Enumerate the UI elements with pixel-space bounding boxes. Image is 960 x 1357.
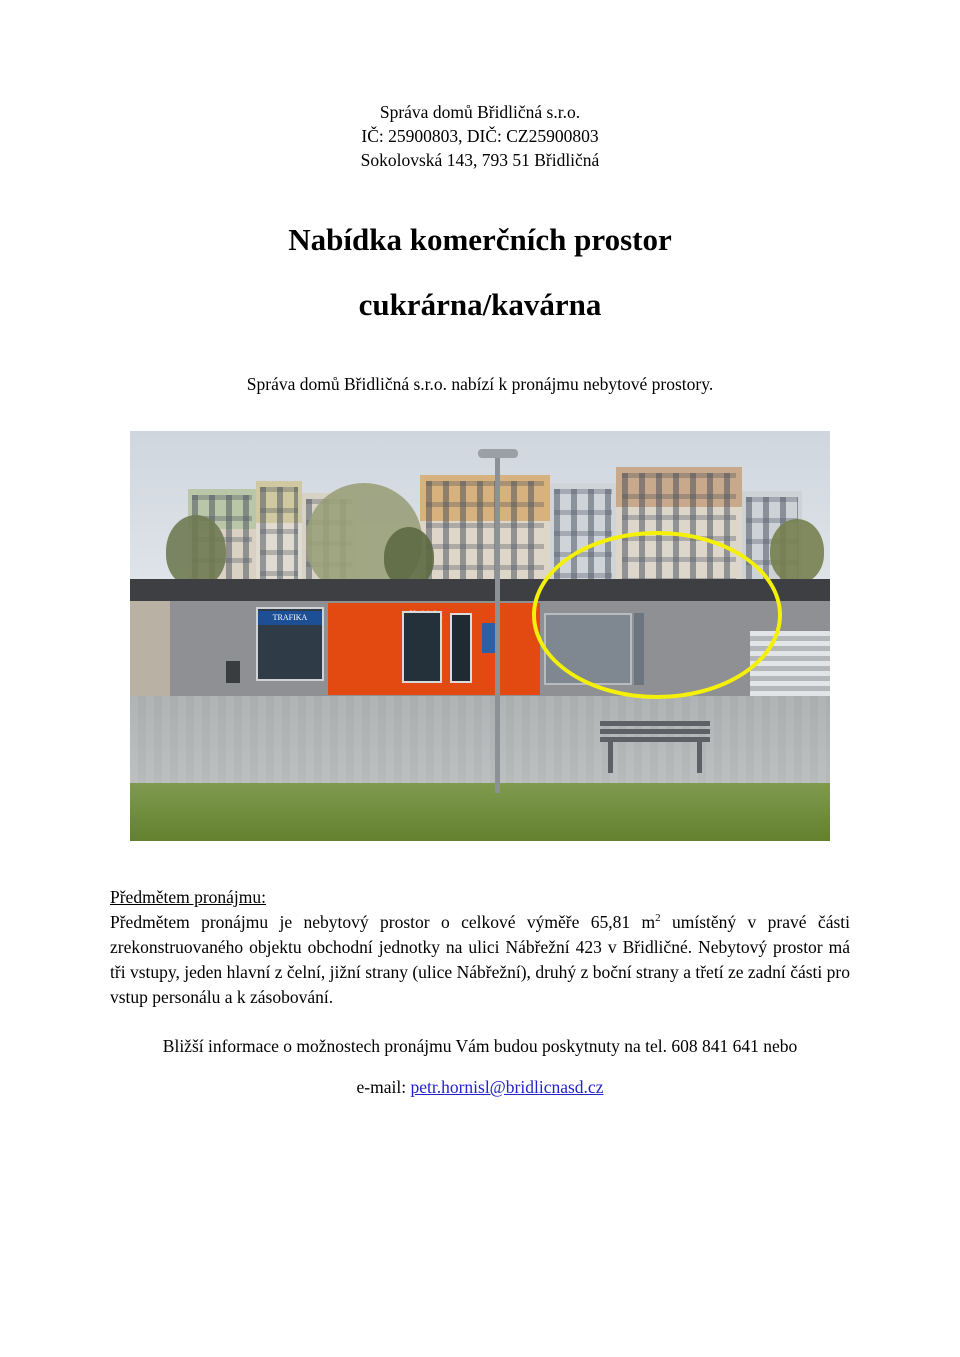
shop-sign-trafika: TRAFIKA [258, 611, 322, 625]
shop-door [450, 613, 472, 683]
pavement-shading [130, 696, 830, 796]
company-address: Sokolovská 143, 793 51 Břidličná [360, 150, 600, 171]
square-meters-superscript: 2 [655, 912, 661, 925]
grass-strip [130, 783, 830, 841]
intro-text: Správa domů Břidličná s.r.o. nabízí k pronájmu nebytové prostory. [246, 374, 714, 395]
street-lamp-head [478, 449, 518, 458]
tree [166, 515, 226, 587]
window-grid [260, 487, 298, 581]
page-title: Nabídka komerčních prostor [288, 222, 672, 258]
subject-heading: Předmětem pronájmu: [110, 887, 267, 908]
subject-paragraph [110, 910, 850, 1009]
contact-info: Bližší informace o možnostech pronájmu Vám budou poskytnuty na tel. 608 841 641 nebo [162, 1035, 798, 1056]
subject-paragraph-pre: Předmětem pronájmu je nebytový prostor o celkové výměře 65,81 m [110, 912, 656, 933]
window-grid [426, 481, 544, 581]
email-line [110, 1077, 850, 1098]
subject-paragraph-post: umístěný v pravé části zrekonstruovaného objektu obchodní jednotky na ulici Nábřežní 423 v Břidličné. Nebytový prostor má tři vstupy, jeden hlavní z čelní, jižní strany (ulice Nábřežní), druhý z boční strany a třetí ze zadní části pro vstup personálu a k zásobování. [110, 912, 850, 1007]
highlight-ellipse [532, 531, 782, 699]
bench [600, 721, 710, 773]
tree [384, 527, 434, 587]
email-link[interactable]: petr.hornisl@bridlicnasd.cz [410, 1076, 604, 1097]
letterhead [110, 100, 850, 172]
trash-bin [226, 661, 240, 683]
tree [770, 519, 824, 583]
street-lamp-post [495, 455, 500, 793]
photo-figure [130, 431, 830, 841]
shop-window-middle [402, 611, 442, 683]
email-label: e-mail: [356, 1076, 411, 1097]
company-ids: IČ: 25900803, DIČ: CZ25900803 [361, 126, 599, 147]
page-subtitle: cukrárna/kavárna [358, 287, 602, 323]
building-photo [130, 431, 830, 841]
shop-facade-left [130, 601, 170, 696]
company-name: Správa domů Břidličná s.r.o. [379, 102, 581, 122]
